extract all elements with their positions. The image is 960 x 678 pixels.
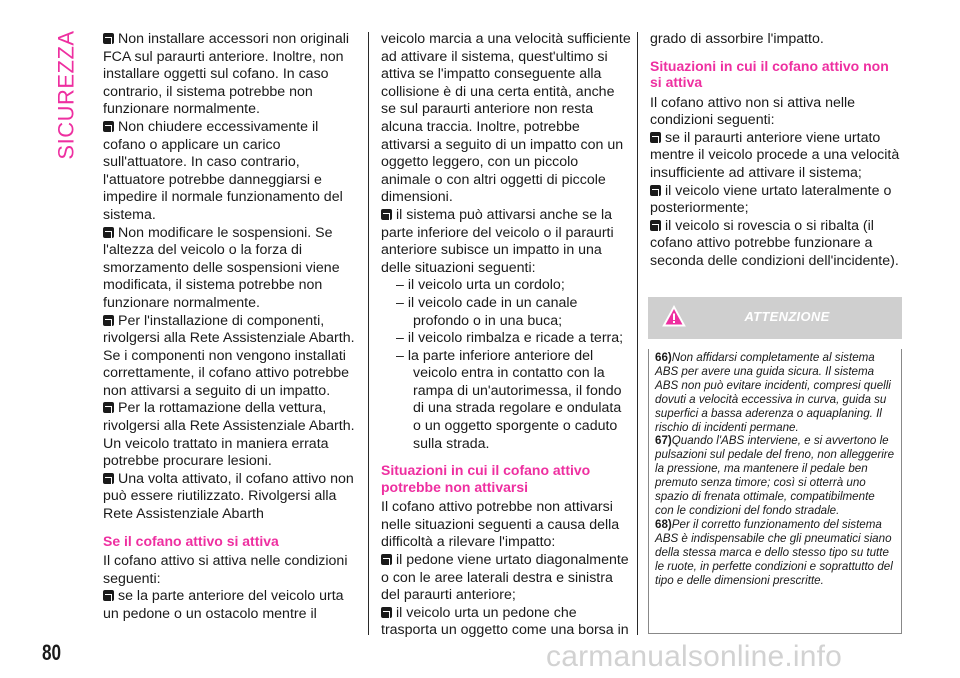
list-item: – la parte inferiore anteriore del veicolo entra in contatto con la rampa di un'autorimessa, il fondo di una strada regolare e ondulata o un oggetto sporgente o caduto sulla strada. bbox=[396, 347, 622, 452]
paragraph: Per l'installazione di componenti, rivolgersi alla Rete Assistenziale Abarth. Se i componenti non vengono installati correttamente, il cofano attivo potrebbe non attivarsi a seguito di un impatto. bbox=[103, 312, 355, 399]
bullet-icon bbox=[103, 590, 114, 601]
paragraph: Per la rottamazione della vettura, rivolgersi alla Rete Assistenziale Abarth. Un veicolo trattato in maniera errata potrebbe procurare lesioni. bbox=[103, 400, 355, 470]
warning-header bbox=[648, 297, 902, 339]
section-tab-label: SICUREZZA bbox=[54, 30, 79, 160]
paragraph: Non chiudere eccessivamente il cofano o applicare un carico sull'attuatore. In caso contrario, l'attuatore potrebbe danneggiarsi e impedire il normale funzionamento del sistema. bbox=[103, 118, 343, 223]
warning-note: 66)Non affidarsi completamente al sistema ABS per avere una guida sicura. Il sistema ABS non può evitare incidenti, compresi quelli dovuti a velocità eccessiva in curva, guida su superfici a bassa aderenza o aquaplaning. Il rischio di incidenti permane. bbox=[655, 351, 891, 434]
column-divider bbox=[368, 32, 369, 635]
paragraph: Non installare accessori non originali FCA sul paraurti anteriore. Inoltre, non installare oggetti sul cofano. In caso contrario, il sistema potrebbe non funzionare normalmente. bbox=[103, 31, 350, 118]
paragraph: Il cofano attivo non si attiva nelle condizioni seguenti: bbox=[650, 94, 856, 129]
column-divider bbox=[637, 32, 638, 635]
list-item: – il veicolo urta un cordolo; bbox=[396, 277, 565, 294]
warning-note: 68)Per il corretto funzionamento del sistema ABS è indispensabile che gli pneumatici siano della stessa marca e dello stesso tipo su tutte le ruote, in perfette condizioni e soprattutto del tipo e delle dimensioni prescritte. bbox=[655, 517, 893, 587]
paragraph: Non modificare le sospensioni. Se l'altezza del veicolo o la forza di smorzamento delle sospensioni viene modificata, il sistema potrebbe non funzionare normalmente. bbox=[103, 224, 340, 311]
column-2 bbox=[381, 31, 631, 640]
paragraph: Una volta attivato, il cofano attivo non può essere riutilizzato. Rivolgersi alla Rete Assistenziale Abarth bbox=[103, 470, 354, 523]
section-heading: Situazioni in cui il cofano attivo potrebbe non attivarsi bbox=[381, 462, 591, 495]
bullet-icon bbox=[650, 185, 661, 196]
bullet-icon bbox=[381, 607, 392, 618]
bullet-icon bbox=[381, 554, 392, 565]
page-number: 80 bbox=[42, 640, 62, 665]
bullet-icon bbox=[381, 209, 392, 220]
paragraph: il veicolo si rovescia o si ribalta (il cofano attivo potrebbe funzionare a seconda delle condizioni dell'incidente). bbox=[650, 217, 899, 269]
bullet-icon bbox=[103, 315, 114, 326]
bullet-icon bbox=[103, 402, 114, 413]
bullet-icon bbox=[103, 33, 114, 44]
list-item: – il veicolo rimbalza e ricade a terra; bbox=[396, 330, 624, 347]
paragraph: veicolo marcia a una velocità sufficiente ad attivare il sistema, quest'ultimo si attiva se l'impatto conseguente alla collisione è di una certa entità, anche se sul paraurti anteriore non resta alcuna traccia. Inoltre, potrebbe attivarsi a seguito di un impatto con un oggetto leggero, con un piccolo animale o con altri oggetti di piccole dimensioni. bbox=[381, 31, 631, 206]
warning-note: 67)Quando l'ABS interviene, e si avvertono le pulsazioni sul pedale del freno, non alleggerire la pressione, ma mantenere il pedale ben premuto senza timore; così si otterrà uno spazio di frenata ottimale, compatibilmente con le condizioni del fondo stradale. bbox=[655, 434, 895, 517]
watermark: carmanualsonline.info bbox=[546, 640, 843, 673]
bullet-icon bbox=[650, 220, 661, 231]
paragraph: grado di assorbire l'impatto. bbox=[650, 31, 824, 47]
paragraph: il sistema può attivarsi anche se la parte inferiore del veicolo o il paraurti anteriore subisce un impatto in una delle situazioni seguenti: bbox=[381, 206, 614, 276]
section-heading: Se il cofano attivo si attiva bbox=[103, 532, 279, 549]
warning-title: ATTENZIONE bbox=[744, 309, 830, 324]
paragraph: il veicolo urta un pedone che trasporta un oggetto come una borsa in bbox=[381, 604, 629, 639]
column-1 bbox=[103, 31, 359, 624]
paragraph: Il cofano attivo si attiva nelle condizioni seguenti: bbox=[103, 553, 348, 587]
sub-list bbox=[381, 277, 631, 453]
section-heading: Situazioni in cui il cofano attivo non si attiva bbox=[650, 57, 889, 91]
paragraph: il veicolo viene urtato lateralmente o posteriormente; bbox=[650, 182, 892, 217]
paragraph: il pedone viene urtato diagonalmente o con le aree laterali destra e sinistra del paraurti anteriore; bbox=[381, 552, 629, 604]
paragraph: se la parte anteriore del veicolo urta un pedone o un ostacolo mentre il bbox=[103, 588, 344, 622]
bullet-icon bbox=[650, 132, 661, 143]
warning-box bbox=[648, 297, 902, 631]
warning-body bbox=[648, 349, 902, 634]
bullet-icon bbox=[103, 121, 114, 132]
list-item: – il veicolo cade in un canale profondo o in una buca; bbox=[396, 294, 578, 329]
paragraph: se il paraurti anteriore viene urtato mentre il veicolo procede a una velocità insufficiente ad attivare il sistema; bbox=[650, 129, 900, 181]
bullet-icon bbox=[103, 473, 114, 484]
bullet-icon bbox=[103, 227, 114, 238]
section-tab bbox=[52, 30, 82, 160]
column-3 bbox=[650, 31, 904, 271]
paragraph: Il cofano attivo potrebbe non attivarsi nelle situazioni seguenti a causa della difficoltà a rilevare l'impatto: bbox=[381, 499, 620, 551]
